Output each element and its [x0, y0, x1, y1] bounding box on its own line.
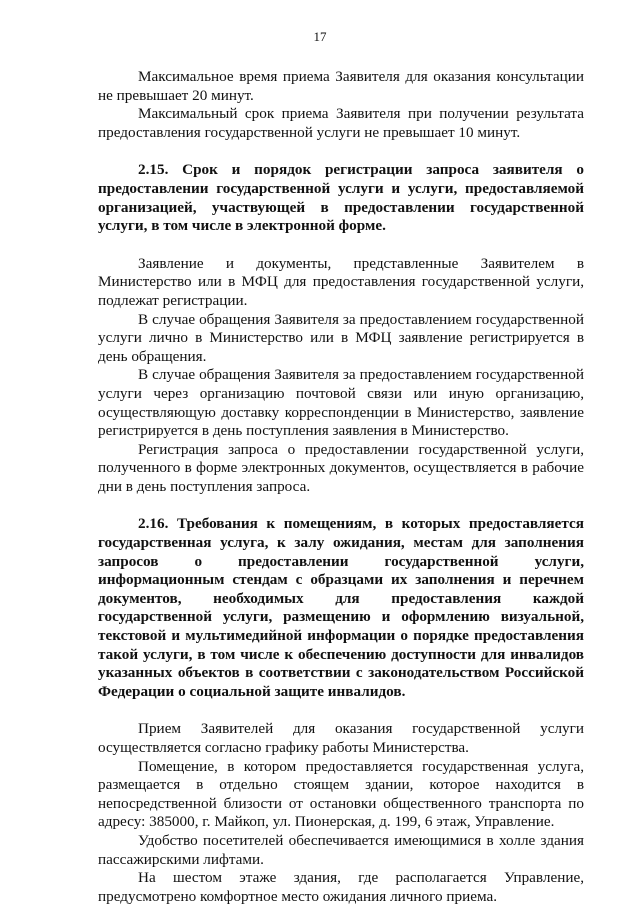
paragraph-premises-address: Помещение, в котором предоставляется государственная услуга, размещается в отдельно стоящем здании, которое находится в непосредственной близости от остановки общественного транспорта по адресу: 385000, г. Майкоп, ул. Пионерская, д. 199, 6 этаж, Управление. — [98, 757, 584, 831]
page-number: 17 — [313, 29, 327, 44]
paragraph-electronic: Регистрация запроса о предоставлении государственной услуги, полученного в форме электронных документов, осуществляется в рабочие дни в день поступления запроса. — [98, 440, 584, 495]
paragraph-schedule: Прием Заявителей для оказания государственной услуги осуществляется согласно графику работы Министерства. — [98, 720, 584, 756]
paragraph-result-time: Максимальный срок приема Заявителя при получении результата предоставления государственной услуги не превышает 10 минут. — [98, 105, 584, 141]
paragraph-registration: Заявление и документы, представленные Заявителем в Министерство или в МФЦ для предоставления государственной услуги, подлежат регистрации. — [98, 254, 584, 309]
paragraph-in-person: В случае обращения Заявителя за предоставлением государственной услуги лично в Министерство или в МФЦ заявление регистрируется в день обращения. — [98, 310, 584, 365]
section-heading-2-16: 2.16. Требования к помещениям, в которых предоставляется государственная услуга, к залу ожидания, местам для заполнения запросов о предоставлении государственной услуги, информационным стендам с образцами их заполнения и перечнем документов, необходимых для предоставления каждой государственной услуги, размещению и оформлению визуальной, текстовой и мультимедийной информации о порядке предоставления такой услуги, в том числе к обеспечению доступности для инвалидов указанных объектов в соответствии с законодательством Российской Федерации о социальной защите инвалидов. — [98, 515, 584, 700]
paragraph-elevators: Удобство посетителей обеспечивается имеющимися в холле здания пассажирскими лифтами. — [98, 831, 584, 868]
paragraph-by-post: В случае обращения Заявителя за предоставлением государственной услуги через организацию почтовой связи или иную организацию, осуществляющую доставку корреспонденции в Министерство, заявление регистрируется в день поступления заявления в Министерство. — [98, 366, 584, 440]
page-content — [98, 68, 584, 906]
section-heading-2-15: 2.15. Срок и порядок регистрации запроса заявителя о предоставлении государственной услуги и услуги, предоставляемой организацией, участвующей в предоставлении государственной услуги, в том числе в электронной форме. — [98, 161, 584, 235]
paragraph-consultation-time: Максимальное время приема Заявителя для оказания консультации не превышает 20 минут. — [98, 68, 584, 104]
paragraph-waiting-area: На шестом этаже здания, где располагается Управление, предусмотрено комфортное место ожидания личного приема. — [98, 869, 584, 905]
